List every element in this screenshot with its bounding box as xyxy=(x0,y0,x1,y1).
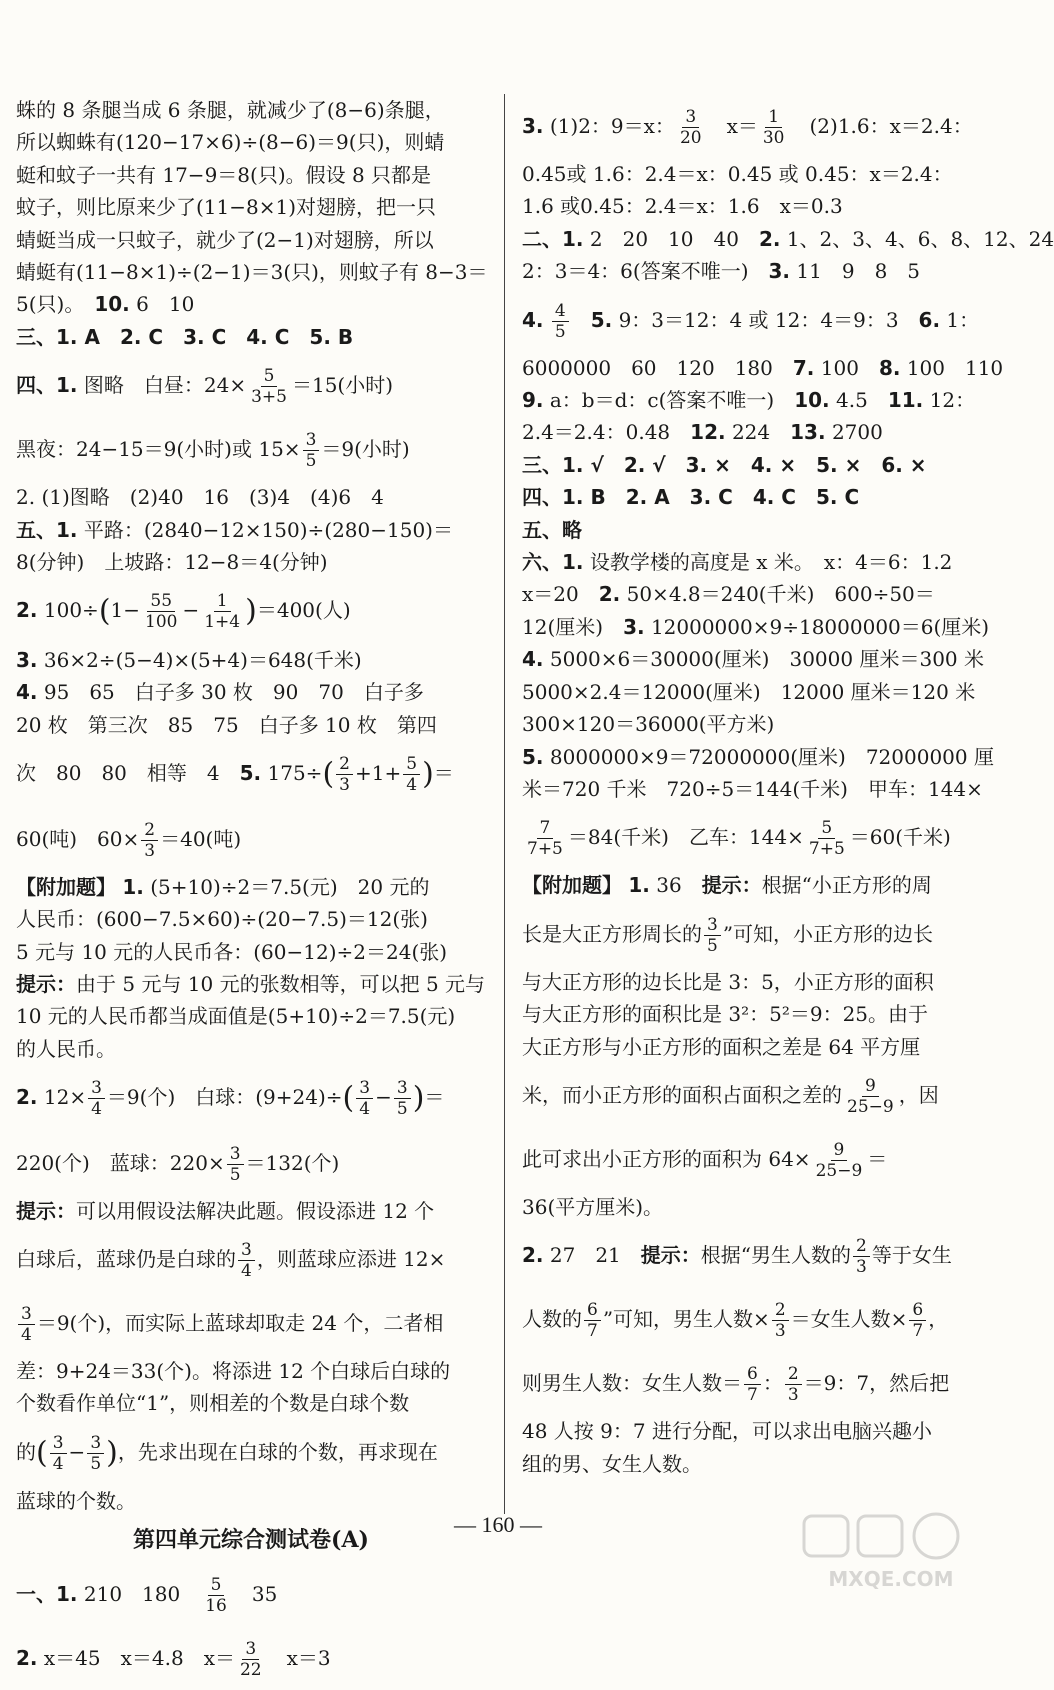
question-number: 10. xyxy=(94,292,130,317)
denominator: 25−9 xyxy=(847,1096,894,1117)
hint-label: 提示： xyxy=(701,873,762,898)
text: 1： xyxy=(946,307,980,332)
numerator: 3 xyxy=(18,1304,35,1325)
text: 220(个) 蓝球：220× xyxy=(16,1150,225,1175)
text: 12× xyxy=(43,1085,87,1110)
text: x＝45 x＝4.8 x＝ xyxy=(43,1646,235,1671)
text-line xyxy=(16,644,486,676)
fraction xyxy=(356,1078,373,1119)
text-line xyxy=(16,1131,486,1195)
text-line xyxy=(16,807,486,871)
denominator: 5 xyxy=(396,1099,408,1120)
answer-line: 三、1. √ 2. √ 3. × 4. × 5. × 6. × xyxy=(522,452,927,477)
text-line: 与大正方形的边长比是 3：5，小正方形的面积 xyxy=(522,969,934,994)
text-line: 与大正方形的面积比是 3²：5²＝9：25。由于 xyxy=(522,1002,929,1027)
question-number: 二、1. xyxy=(522,226,584,251)
text-line xyxy=(522,546,982,578)
text: ＝15(小时) xyxy=(291,373,394,398)
denominator: 5 xyxy=(305,451,317,472)
text-line: 人民币：(600−7.5×60)÷(20−7.5)＝12(张) xyxy=(16,907,428,932)
text-line: 组的男、女生人数。 xyxy=(522,1451,702,1476)
page-number: — 160 — xyxy=(454,1512,542,1537)
fraction xyxy=(552,301,569,342)
text: ，先求出现在白球的个数，再求现在 xyxy=(117,1439,438,1464)
text: 210 180 xyxy=(83,1582,181,1607)
denominator: 3 xyxy=(144,840,156,861)
numerator: 5 xyxy=(261,366,278,387)
denominator: 1+4 xyxy=(204,612,241,633)
text: ＝9(个) 白球：(9+24)÷ xyxy=(106,1085,343,1110)
question-number: 6. xyxy=(918,307,941,332)
denominator: 4 xyxy=(21,1325,32,1346)
text: 60(吨) 60× xyxy=(16,826,140,851)
hint-label: 提示： xyxy=(16,1198,76,1223)
text-line xyxy=(522,741,994,773)
question-number: 5. xyxy=(522,744,544,769)
denominator: 20 xyxy=(679,128,702,148)
numerator: 3 xyxy=(682,107,699,128)
text: 等于女生 xyxy=(871,1243,952,1268)
text: ＝ xyxy=(424,1085,445,1110)
numerator: 3 xyxy=(87,1433,104,1454)
denominator: 22 xyxy=(239,1660,262,1681)
text-line: 蜻蜓有(11−8×1)÷(2−1)＝3(只)，则蚊子有 8−3＝ xyxy=(16,260,488,285)
denominator: 100 xyxy=(145,612,178,633)
text: 米，而小正方形的面积占面积之差的 xyxy=(522,1082,842,1107)
text-line xyxy=(522,1127,982,1191)
fraction xyxy=(394,1078,411,1119)
numerator: 9 xyxy=(831,1140,848,1161)
text-line: 蚊子，则比原来少了(11−8×1)对翅膀，把一只 xyxy=(16,195,437,220)
numerator: 1 xyxy=(214,591,231,612)
text-line: 蛛的 8 条腿当成 6 条腿，就减少了(8−6)条腿， xyxy=(16,98,445,122)
left-paren: ( xyxy=(342,1080,355,1116)
text: 11 9 8 5 xyxy=(796,259,921,284)
question-number: 六、1. xyxy=(522,550,584,575)
left-column xyxy=(16,94,488,1681)
denominator: 3 xyxy=(787,1385,799,1406)
denominator: 7+5 xyxy=(808,839,845,860)
denominator: 30 xyxy=(762,128,785,148)
text: 9：3＝12：4 或 12：4＝9：3 xyxy=(618,307,919,332)
denominator: 4 xyxy=(406,775,418,796)
fraction xyxy=(238,1240,255,1281)
text: 6 10 xyxy=(136,292,195,317)
fraction xyxy=(201,591,243,632)
text-line: 36(平方厘米)。 xyxy=(522,1194,664,1219)
text-line: 个数看作单位“1”，则相差的个数是白球个数 xyxy=(16,1391,410,1416)
text: ＝9：7，然后把 xyxy=(803,1371,950,1396)
text: (2)1.6：x＝2.4： xyxy=(809,114,973,138)
text-line xyxy=(16,353,486,417)
text: ＝84(千米) 乙车：144× xyxy=(567,825,804,850)
denominator: 4 xyxy=(91,1099,102,1120)
text: ＝40(吨) xyxy=(160,826,242,851)
text-line: 的人民币。 xyxy=(16,1036,116,1061)
denominator: 3 xyxy=(339,775,350,796)
question-number: 8. xyxy=(878,355,901,380)
text-line xyxy=(16,1195,486,1227)
question-number: 2. xyxy=(758,226,781,251)
text: 224 xyxy=(731,420,791,445)
numerator: 3 xyxy=(88,1078,105,1099)
fraction xyxy=(141,820,158,861)
text: x＝20 xyxy=(522,582,599,607)
answer-line: 四、1. B 2. A 3. C 4. C 5. C xyxy=(522,485,860,510)
question-number: 3. xyxy=(522,114,544,138)
text: ＝女生人数× xyxy=(790,1307,908,1332)
fraction xyxy=(50,1433,67,1474)
text: 175÷ xyxy=(267,761,323,786)
text-line xyxy=(522,94,982,158)
fraction xyxy=(403,754,420,795)
text: ，则蓝球应添进 12× xyxy=(256,1247,446,1272)
text: ＝132(个) xyxy=(245,1150,340,1175)
text-line: 48 人按 9：7 进行分配，可以求出电脑兴趣小 xyxy=(522,1419,932,1444)
text: ”可知，男生人数× xyxy=(602,1307,770,1332)
fraction xyxy=(584,1300,601,1341)
text-line xyxy=(522,902,982,966)
text: 27 21 xyxy=(549,1243,641,1268)
text-line xyxy=(16,871,486,903)
numerator: 5 xyxy=(403,754,420,775)
fraction xyxy=(303,430,320,471)
denominator: 5 xyxy=(554,321,566,342)
text-line xyxy=(522,384,982,416)
fraction xyxy=(227,1144,244,1185)
text: x＝3 xyxy=(286,1646,331,1671)
denominator: 3 xyxy=(774,1321,786,1342)
denominator: 25−9 xyxy=(815,1160,863,1181)
numerator: 2 xyxy=(785,1364,802,1385)
denominator: 5 xyxy=(229,1164,241,1185)
fraction xyxy=(844,1076,897,1117)
section-heading: 第四单元综合测试卷(A) xyxy=(133,1526,369,1553)
text-line xyxy=(16,417,486,481)
numerator: 3 xyxy=(227,1144,244,1165)
text: 5000×6＝30000(厘米) 30000 厘米＝300 米 xyxy=(549,647,984,672)
numerator: 3 xyxy=(238,1240,255,1261)
text: 1、2、3、4、6、8、12、24 xyxy=(786,226,1054,251)
question-number: 4. xyxy=(522,647,544,672)
numerator: 1 xyxy=(765,107,782,128)
text-line: 次 80 80 相等 4 5. 175÷( $\frac{2}{3}$ +1+ $\frac{5}{4}$ )＝ xyxy=(16,754,454,796)
text: 6000000 60 120 180 xyxy=(522,355,793,380)
text-line: 2. (1)图略 (2)40 16 (3)4 (4)6 4 xyxy=(16,485,384,510)
numerator: 2 xyxy=(141,820,158,841)
text-line: 蜓和蚊子一共有 17−9＝8(只)。假设 8 只都是 xyxy=(16,162,432,187)
text: 35 xyxy=(251,1582,278,1607)
text: 4.5 xyxy=(836,388,888,413)
text: 5(只)。 xyxy=(16,292,75,317)
question-number: 1. xyxy=(122,874,144,899)
text: 黑夜：24−15＝9(小时)或 15× xyxy=(16,437,301,462)
text: ”可知，小正方形的边长 xyxy=(722,921,934,946)
question-number: 3. xyxy=(16,647,38,672)
text-line: 蜻蜓当成一只蚊子，就少了(2−1)对翅膀，所以 xyxy=(16,227,434,252)
fraction xyxy=(142,591,180,632)
text-line: 蓝球的个数。 xyxy=(16,1489,136,1514)
text-line xyxy=(522,643,982,675)
fraction xyxy=(524,818,566,859)
numerator: 5 xyxy=(208,1575,225,1596)
question-number: 一、1. xyxy=(16,1582,78,1607)
text: 可以用假设法解决此题。假设添进 12 个 xyxy=(76,1198,435,1223)
text-line: 10 元的人民币都当成面值是(5+10)÷2＝7.5(元) xyxy=(16,1004,456,1029)
text: 则男生人数：女生人数＝ xyxy=(522,1371,742,1396)
answer-line: 三、1. A 2. C 3. C 4. C 5. B xyxy=(16,324,354,349)
left-paren: ( xyxy=(98,593,111,629)
numerator: 2 xyxy=(772,1300,789,1321)
denominator: 3+5 xyxy=(251,387,287,408)
fraction xyxy=(785,1364,802,1405)
question-number: 11. xyxy=(887,388,924,413)
text: ： xyxy=(762,1371,783,1396)
numerator: 2 xyxy=(853,1236,870,1257)
text-line xyxy=(522,611,990,643)
text: 次 80 80 相等 4 xyxy=(16,761,240,786)
text: ＝60(千米) xyxy=(849,825,951,850)
right-paren: ) xyxy=(245,593,257,629)
text: 2700 xyxy=(831,420,883,445)
right-paren: ) xyxy=(106,1435,118,1471)
text-line xyxy=(16,288,486,320)
right-paren: ) xyxy=(412,1080,425,1116)
text-line xyxy=(522,223,1054,255)
text: 8000000×9＝72000000(厘米) 72000000 厘 xyxy=(549,744,994,769)
text-line xyxy=(522,288,982,352)
answer-line: 五、略 xyxy=(522,517,582,542)
text-line xyxy=(522,869,982,901)
text-line xyxy=(522,1287,982,1351)
fraction xyxy=(813,1140,866,1181)
numerator: 7 xyxy=(537,818,554,839)
text-line: 0.45或 1.6：2.4＝x：0.45 或 0.45：x＝2.4： xyxy=(522,162,953,186)
denominator: 7 xyxy=(747,1385,758,1406)
right-column xyxy=(522,94,1054,1504)
hint-label: 提示： xyxy=(16,971,76,996)
numerator: 4 xyxy=(552,301,569,322)
text: 95 65 白子多 30 枚 90 70 白子多 xyxy=(43,680,424,705)
denominator: 4 xyxy=(241,1261,252,1282)
text: ， xyxy=(928,1307,949,1332)
text: 36 xyxy=(656,873,702,898)
text: 2.4＝2.4：0.48 xyxy=(522,420,691,445)
watermark-text: MXQE.COM xyxy=(828,1567,954,1591)
question-number: 四、1. xyxy=(16,373,78,398)
denominator: 3 xyxy=(856,1257,867,1278)
text-line xyxy=(16,514,486,546)
numerator: 55 xyxy=(147,591,175,612)
question-number: 5. xyxy=(590,307,613,332)
text-line: 大正方形与小正方形的面积之差是 64 平方厘 xyxy=(522,1034,921,1059)
question-number: 4. xyxy=(522,307,544,332)
question-number: 3. xyxy=(768,259,791,284)
fraction xyxy=(772,1300,789,1341)
denominator: 5 xyxy=(707,935,718,956)
text-line: 20 枚 第三次 85 75 白子多 10 枚 第四 xyxy=(16,712,437,737)
numerator: 9 xyxy=(862,1076,879,1097)
question-number: 五、1. xyxy=(16,517,78,542)
text-line xyxy=(522,416,982,448)
text: 100 xyxy=(820,355,879,380)
text-line: 的( $\frac{3}{4}$ − $\frac{3}{5}$ )，先求出现在白球的个数，再求现在 xyxy=(16,1432,438,1474)
text: 2 20 10 40 xyxy=(589,226,759,251)
text: 100 110 xyxy=(906,355,1004,380)
text: ＝9(个)，而实际上蓝球却取走 24 个，二者相 xyxy=(36,1311,444,1336)
text: 白球后，蓝球仍是白球的 xyxy=(16,1247,236,1272)
fraction xyxy=(202,1575,230,1616)
text: x＝ xyxy=(726,114,758,138)
text-line: 2. 100÷(1− $\frac{55}{100}$ − $\frac{1}{1+4}$ )＝400(人) xyxy=(16,591,351,633)
numerator: 3 xyxy=(242,1639,259,1660)
numerator: 3 xyxy=(394,1078,411,1099)
text: (1)2：9＝x： xyxy=(549,114,675,138)
text: ＝ xyxy=(433,761,454,786)
fraction xyxy=(853,1236,870,1277)
fraction xyxy=(704,915,721,956)
text-line: 差：9+24＝33(个)。将添进 12 个白球后白球的 xyxy=(16,1359,451,1384)
text: 36×2÷(5−4)×(5+4)＝648(千米) xyxy=(43,647,362,672)
question-number: 2. xyxy=(16,598,38,623)
text: 设教学楼的高度是 x 米。 x：4＝6：1.2 xyxy=(589,550,953,575)
fraction xyxy=(806,818,848,859)
text: 12(厘米) xyxy=(522,614,624,639)
text: 此可求出小正方形的面积为 64× xyxy=(522,1146,811,1171)
text-line: 5000×2.4＝12000(厘米) 12000 厘米＝120 米 xyxy=(522,679,976,704)
numerator: 5 xyxy=(818,818,835,839)
fraction xyxy=(677,107,705,148)
text: ＝400(人) xyxy=(256,598,351,623)
question-number: 1. xyxy=(628,873,650,898)
text-line: 米＝720 千米 720÷5＝144(千米) 甲车：144× xyxy=(522,776,983,801)
fraction xyxy=(744,1364,761,1405)
fraction xyxy=(336,754,353,795)
text: 100÷ xyxy=(43,598,99,623)
text-line: 1.6 或0.45：2.4＝x：1.6 x＝0.3 xyxy=(522,194,843,219)
numerator: 3 xyxy=(303,430,320,451)
question-number: 3. xyxy=(623,614,645,639)
column-divider xyxy=(504,94,505,1514)
question-number: 12. xyxy=(690,420,726,445)
fraction xyxy=(237,1639,265,1680)
text: 2：3＝4：6(答案不唯一) xyxy=(522,259,769,284)
text: a：b＝d：c(答案不唯一) xyxy=(549,388,795,413)
text: 长是大正方形周长的 xyxy=(522,921,702,946)
text-line xyxy=(522,1063,982,1127)
numerator: 3 xyxy=(704,915,721,936)
text-line xyxy=(16,1227,486,1291)
denominator: 7 xyxy=(912,1321,924,1342)
fraction xyxy=(18,1304,35,1345)
text: ，因 xyxy=(898,1082,939,1107)
denominator: 5 xyxy=(90,1453,102,1474)
question-number: 5. xyxy=(239,761,262,786)
text: 由于 5 元与 10 元的张数相等，可以把 5 元与 xyxy=(76,971,486,996)
text-line: 8(分钟) 上坡路：12−8＝4(分钟) xyxy=(16,550,328,575)
question-number: 13. xyxy=(790,420,826,445)
denominator: 4 xyxy=(359,1099,371,1120)
text: ＝ xyxy=(867,1146,888,1171)
text: 12： xyxy=(929,388,976,413)
question-number: 10. xyxy=(794,388,830,413)
text: (5+10)÷2＝7.5(元) 20 元的 xyxy=(150,874,430,899)
fraction xyxy=(87,1433,104,1474)
text-line xyxy=(522,1223,982,1287)
text: 平路：(2840−12×150)÷(280−150)＝ xyxy=(83,517,453,542)
text: 50×4.8＝240(千米) 600÷50＝ xyxy=(626,582,935,607)
left-paren: ( xyxy=(322,756,335,792)
text-line xyxy=(522,352,1004,384)
text-line: 5 元与 10 元的人民币各：(60−12)÷2＝24(张) xyxy=(16,939,448,964)
denominator: 16 xyxy=(205,1596,227,1617)
text-line xyxy=(16,968,486,1000)
denominator: 7+5 xyxy=(527,839,563,860)
text: ＝9(小时) xyxy=(321,437,410,462)
section-label: 【附加题】 xyxy=(522,873,622,898)
text-line: 2. 12× $\frac{3}{4}$ ＝9(个) 白球：(9+24)÷( $\frac{3}{4}$ − $\frac{3}{5}$ )＝ xyxy=(16,1078,445,1120)
question-number: 4. xyxy=(16,680,38,705)
numerator: 3 xyxy=(356,1078,373,1099)
question-number: 9. xyxy=(522,388,544,413)
text-line: 300×120＝36000(平方米) xyxy=(522,712,775,737)
text-line xyxy=(16,1291,486,1355)
text: 12000000×9÷18000000＝6(厘米) xyxy=(650,614,990,639)
numerator: 6 xyxy=(909,1300,926,1321)
fraction xyxy=(909,1300,926,1341)
text-line xyxy=(522,1351,982,1415)
text-line xyxy=(522,578,982,610)
denominator: 4 xyxy=(52,1453,64,1474)
text-line xyxy=(16,1562,486,1626)
section-label: 【附加题】 xyxy=(16,874,116,899)
numerator: 6 xyxy=(584,1300,601,1321)
text-line xyxy=(522,255,982,287)
left-paren: ( xyxy=(36,1435,48,1471)
question-number: 7. xyxy=(792,355,815,380)
numerator: 3 xyxy=(50,1433,67,1454)
numerator: 2 xyxy=(336,754,353,775)
text: 的 xyxy=(16,1439,36,1464)
question-number: 2. xyxy=(16,1646,38,1671)
text: 图略 白昼：24× xyxy=(83,373,247,398)
text-line xyxy=(522,805,982,869)
text: 人数的 xyxy=(522,1307,582,1332)
text-line xyxy=(16,1626,486,1690)
watermark-logo xyxy=(796,1510,986,1594)
right-paren: ) xyxy=(422,756,434,792)
question-number: 2. xyxy=(16,1085,38,1110)
fraction xyxy=(248,366,290,407)
text-line xyxy=(16,676,486,708)
text: 根据“男生人数的 xyxy=(700,1243,852,1268)
numerator: 6 xyxy=(744,1364,761,1385)
text: 根据“小正方形的周 xyxy=(761,873,932,898)
text-line: 所以蜘蛛有(120−17×6)÷(8−6)＝9(只)，则蜻 xyxy=(16,130,445,155)
fraction xyxy=(760,107,788,148)
fraction xyxy=(88,1078,105,1119)
denominator: 7 xyxy=(587,1321,598,1342)
question-number: 2. xyxy=(522,1243,544,1268)
hint-label: 提示： xyxy=(640,1243,701,1268)
question-number: 2. xyxy=(598,582,621,607)
